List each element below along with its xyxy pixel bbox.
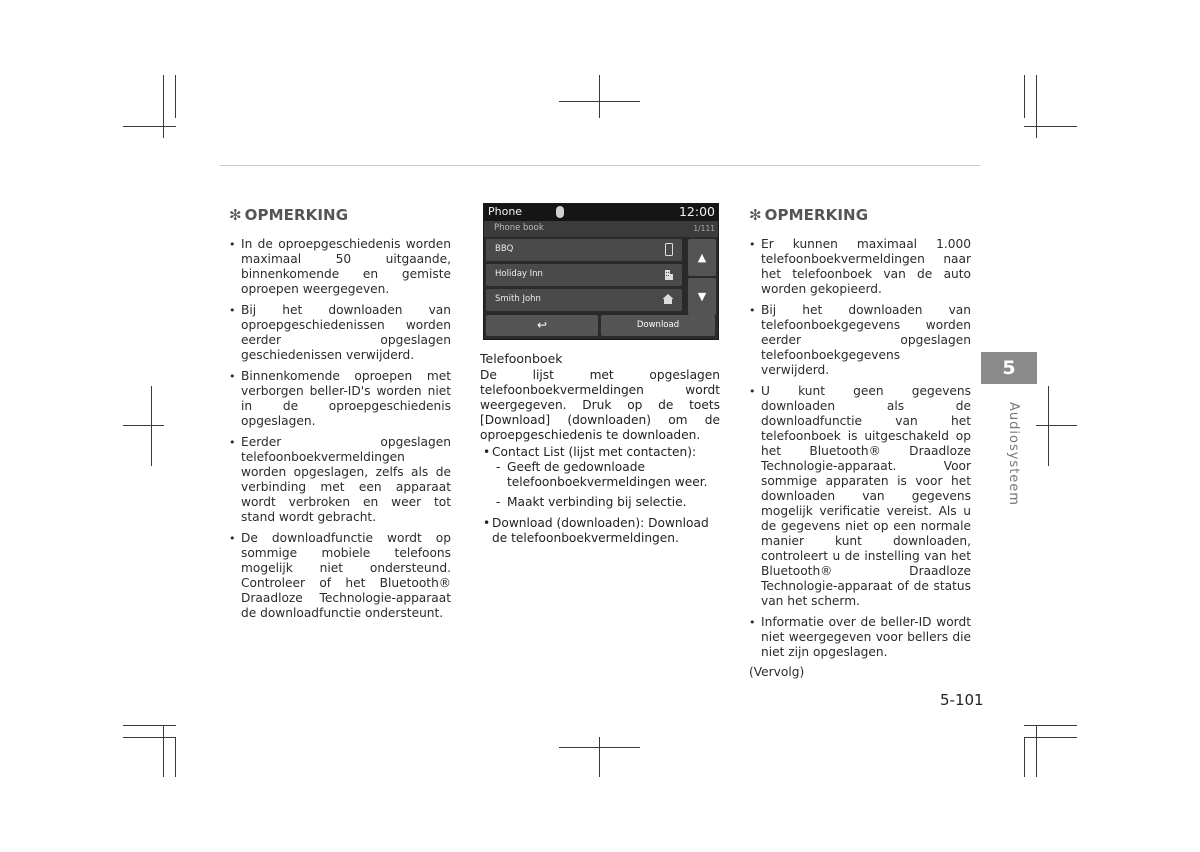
chapter-title: Audiosysteem	[1006, 402, 1021, 506]
home-icon	[662, 293, 674, 305]
chapter-number-tab: 5	[981, 352, 1037, 384]
list-item: • Download (downloaden): Download de telefoonboekvermeldingen.	[480, 516, 720, 546]
note-item: • Er kunnen maximaal 1.000 telefoonboekvermeldingen naar het telefoonboek van de auto worden gekopieerd.	[749, 237, 971, 297]
contact-row: Smith John	[486, 289, 682, 311]
download-button: Download	[601, 315, 715, 336]
sub-list-item: - Geeft de gedownloade telefoonboekvermeldingen weer.	[492, 460, 720, 490]
screen-status-bar	[484, 204, 718, 221]
section-heading: Telefoonboek	[480, 351, 563, 366]
asterisk-icon: ✻	[749, 206, 762, 224]
phone-book-screenshot	[483, 203, 719, 340]
section-paragraph: De lijst met opgeslagen telefoonboekvermeldingen wordt weergegeven. Druk op de toets [Download] (downloaden) om de oproepgeschiedenis te downloaden.	[480, 368, 720, 442]
asterisk-icon: ✻	[229, 206, 242, 224]
note-item: • Eerder opgeslagen telefoonboekvermeldingen worden opgeslagen, zelfs als de verbinding met een apparaat wordt verbroken en weer tot stand wordt gebracht.	[229, 435, 451, 525]
screen-clock: 12:00	[678, 204, 715, 219]
header-rule	[220, 165, 980, 166]
right-note	[749, 208, 971, 680]
note-item: • De downloadfunctie wordt op sommige mobiele telefoons mogelijk niet ondersteund. Controleer of het Bluetooth® Draadloze Technologie-apparaat de downloadfunctie ondersteunt.	[229, 531, 451, 621]
scroll-down-arrow: ▼	[688, 278, 716, 315]
note-title: ✻ OPMERKING	[749, 206, 869, 224]
left-note	[229, 208, 451, 627]
note-item: • Bij het downloaden van telefoonboekgegevens worden eerder opgeslagen telefoonboekgegevens verwijderd.	[749, 303, 971, 378]
sub-list-item: - Maakt verbinding bij selectie.	[492, 495, 720, 510]
note-item: • Binnenkomende oproepen met verborgen beller-ID's worden niet in de oproepgeschiedenis opgeslagen.	[229, 369, 451, 429]
contact-row: BBQ	[486, 239, 682, 261]
note-item: • In de oproepgeschiedenis worden maximaal 50 uitgaande, binnenkomende en gemiste oproepen weergegeven.	[229, 237, 451, 297]
note-title: ✻ OPMERKING	[229, 206, 349, 224]
mobile-phone-icon	[664, 243, 674, 256]
note-item: • U kunt geen gegevens downloaden als de downloadfunctie van het telefoonboek is uitgeschakeld op het Bluetooth® Draadloze Technologie-apparaat. Voor sommige apparaten is voor het downloaden van gegevens mogelijk verificatie vereist. Als u de gegevens niet op een normale manier kunt downloaden, controleert u de instelling van het Bluetooth® Draadloze Technologie-apparaat of de status van het scherm.	[749, 384, 971, 609]
screen-subtitle: Phone book	[494, 223, 544, 233]
contact-row: Holiday Inn	[486, 264, 682, 286]
screen-title: Phone	[488, 205, 523, 218]
page-number: 5-101	[940, 691, 984, 709]
note-item: • Informatie over de beller-ID wordt niet weergegeven voor bellers die niet zijn opgeslagen.	[749, 615, 971, 660]
list-item: • Contact List (lijst met contacten): - Geeft de gedownloade telefoonboekvermeldingen weer. - Maakt verbinding bij selectie.	[480, 445, 720, 510]
scroll-up-arrow: ▲	[688, 239, 716, 276]
bluetooth-icon	[556, 206, 564, 218]
office-icon	[664, 268, 674, 281]
note-item: • Bij het downloaden van oproepgeschiedenissen worden eerder opgeslagen geschiedenissen verwijderd.	[229, 303, 451, 363]
back-icon: ↩	[486, 315, 598, 336]
phonebook-section	[480, 351, 720, 552]
screen-subheader	[484, 221, 718, 237]
screen-counter: 1/111	[693, 224, 715, 233]
continued-label: (Vervolg)	[749, 665, 805, 679]
